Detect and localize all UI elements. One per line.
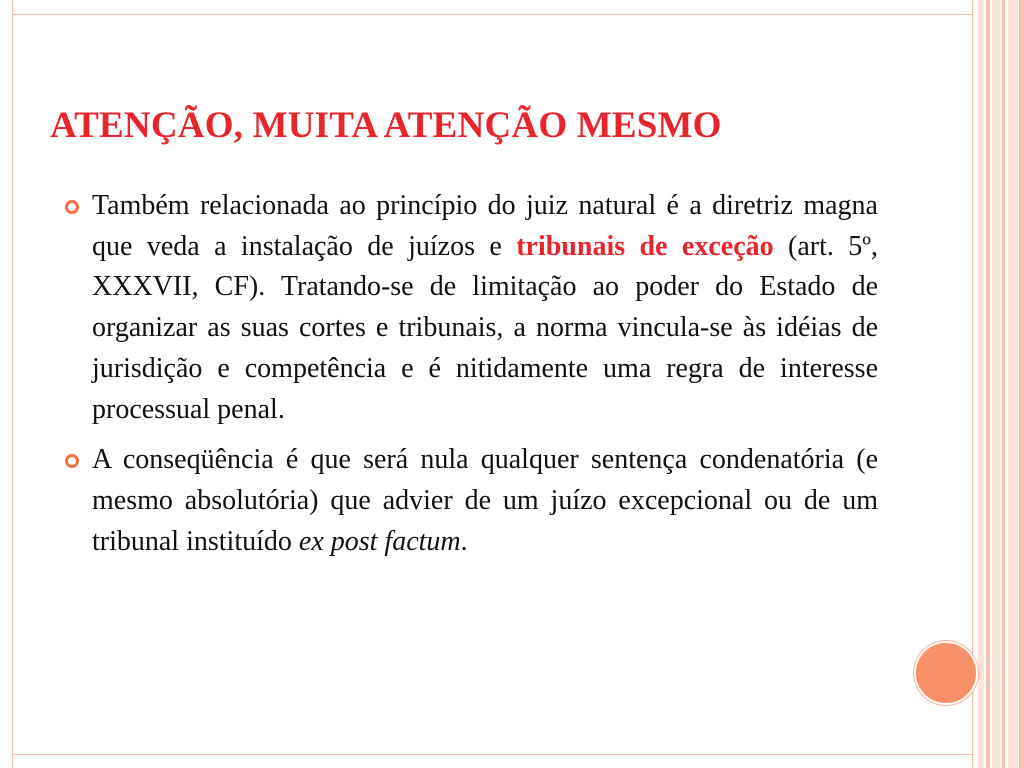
bullet-list xyxy=(62,186,878,572)
slide-title: ATENÇÃO, MUITA ATENÇÃO MESMO xyxy=(50,105,722,146)
frame-top-line xyxy=(12,14,972,15)
bullet-item xyxy=(62,440,878,562)
decor-stripe xyxy=(1019,0,1024,768)
decor-stripe xyxy=(992,0,1000,768)
bullet-text: (art. 5º, XXXVII, CF). Tratando-se de limitação ao poder do Estado de organizar as suas cortes e tribunais, a norma vincula-se às idéias de jurisdição e competência e é nitidamente uma regra de interesse processual penal. xyxy=(92,230,878,425)
frame-left-line xyxy=(12,0,13,768)
decor-stripe xyxy=(986,0,990,768)
decorative-circle-icon xyxy=(914,641,978,705)
bullet-text: Também relacionada ao princípio do juiz natural é a diretriz magna que veda a instalação de juízos e xyxy=(92,190,878,262)
frame-bottom-line xyxy=(12,754,972,755)
bullet-text: . xyxy=(460,525,468,557)
frame-right-line xyxy=(972,0,973,768)
bullet-text: A conseqüência é que será nula qualquer sentença condenatória (e mesmo absolutória) que advier de um juízo excepcional ou de um tribunal instituído xyxy=(92,444,878,557)
highlight-text: tribunais de exceção xyxy=(516,230,774,262)
decor-stripe xyxy=(978,0,984,768)
ring-bullet-icon xyxy=(64,453,80,469)
emphasis-text: ex post factum xyxy=(298,525,461,557)
ring-bullet-icon xyxy=(64,199,80,215)
decor-stripe xyxy=(1008,0,1018,768)
bullet-item xyxy=(62,186,878,430)
decor-stripe xyxy=(1002,0,1005,768)
